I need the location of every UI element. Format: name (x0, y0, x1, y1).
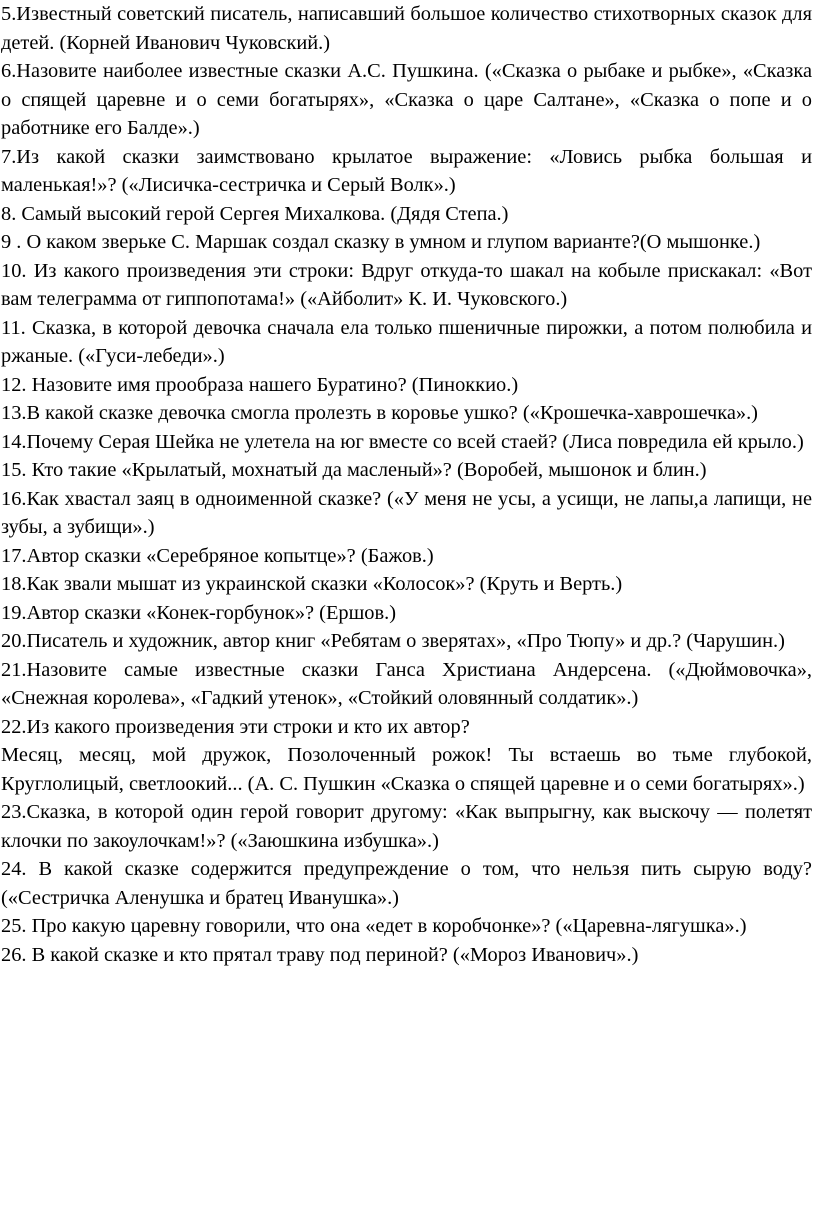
question-26: 26. В какой сказке и кто прятал траву под периной? («Мороз Иванович».) (1, 943, 639, 966)
question-20: 20.Писатель и художник, автор книг «Ребятам о зверятах», «Про Тюпу» и др.? (Чарушин.) (1, 630, 785, 652)
question-24: 24. В какой сказке содержится предупреждение о том, что нельзя пить сырую воду? («Сестричка Аленушка и братец Иванушка».) (1, 858, 812, 909)
question-8: 8. Самый высокий герой Сергея Михалкова. (Дядя Степа.) (1, 202, 509, 225)
question-25: 25. Про какую царевну говорили, что она «едет в коробчонке»? («Царевна-лягушка».) (1, 915, 747, 937)
question-13: 13.В какой сказке девочка смогла пролезть в коровье ушко? («Крошечка-хаврошечка».) (1, 402, 758, 424)
question-14: 14.Почему Серая Шейка не улетела на юг вместе со всей стаей? (Лиса повредила ей крыло.) (1, 430, 804, 453)
question-7: 7.Из какой сказки заимствовано крылатое выражение: «Ловись рыбка большая и маленькая!»? («Лисичка-сестричка и Серый Волк».) (1, 145, 812, 196)
question-18: 18.Как звали мышат из украинской сказки «Колосок»? (Круть и Верть.) (1, 573, 623, 595)
question-10: 10. Из какого произведения эти строки: Вдруг откуда-то шакал на кобыле прискакал: «Вот вам телеграмма от гиппопотама!» («Айболит» К. И. Чуковского.) (1, 259, 812, 310)
question-19: 19.Автор сказки «Конек-горбунок»? (Ершов.) (1, 601, 397, 624)
question-17: 17.Автор сказки «Серебряное копытце»? (Бажов.) (1, 544, 434, 567)
question-12: 12. Назовите имя прообраза нашего Буратино? (Пиноккио.) (1, 373, 519, 396)
question-9: 9 . О каком зверьке С. Маршак создал сказку в умном и глупом варианте?(О мышонке.) (1, 231, 761, 253)
question-22-quote: Месяц, месяц, мой дружок, Позолоченный рожок! Ты встаешь во тьме глубокой, Круглолицый, светлоокий... (А. С. Пушкин «Сказка о спящей царевне и о семи богатырях».) (1, 744, 812, 795)
question-22: 22.Из какого произведения эти строки и кто их автор? (1, 715, 470, 738)
question-23: 23.Сказка, в которой один герой говорит другому: «Как выпрыгну, как выскочу — полетят клочки по закоулочкам!»? («Заюшкина избушка».) (1, 801, 812, 852)
question-5: 5.Известный советский писатель, написавший большое количество стихотворных сказок для детей. (Корней Иванович Чуковский.) (1, 3, 812, 54)
question-6: 6.Назовите наиболее известные сказки А.С. Пушкина. («Сказка о рыбаке и рыбке», «Сказка о спящей царевне и о семи богатырях», «Сказка о царе Салтане», «Сказка о попе и о работнике его Балде».) (1, 60, 812, 139)
question-16: 16.Как хвастал заяц в одноименной сказке? («У меня не усы, а усищи, не лапы,а лапищи, не зубы, а зубищи».) (1, 487, 812, 538)
question-15: 15. Кто такие «Крылатый, мохнатый да масленый»? (Воробей, мышонок и блин.) (1, 459, 707, 481)
question-11: 11. Сказка, в которой девочка сначала ела только пшеничные пирожки, а потом полюбила и ржаные. («Гуси-лебеди».) (1, 316, 812, 367)
question-21: 21.Назовите самые известные сказки Ганса Христиана Андерсена. («Дюймовочка», «Снежная королева», «Гадкий утенок», «Стойкий оловянный солдатик».) (1, 658, 812, 709)
